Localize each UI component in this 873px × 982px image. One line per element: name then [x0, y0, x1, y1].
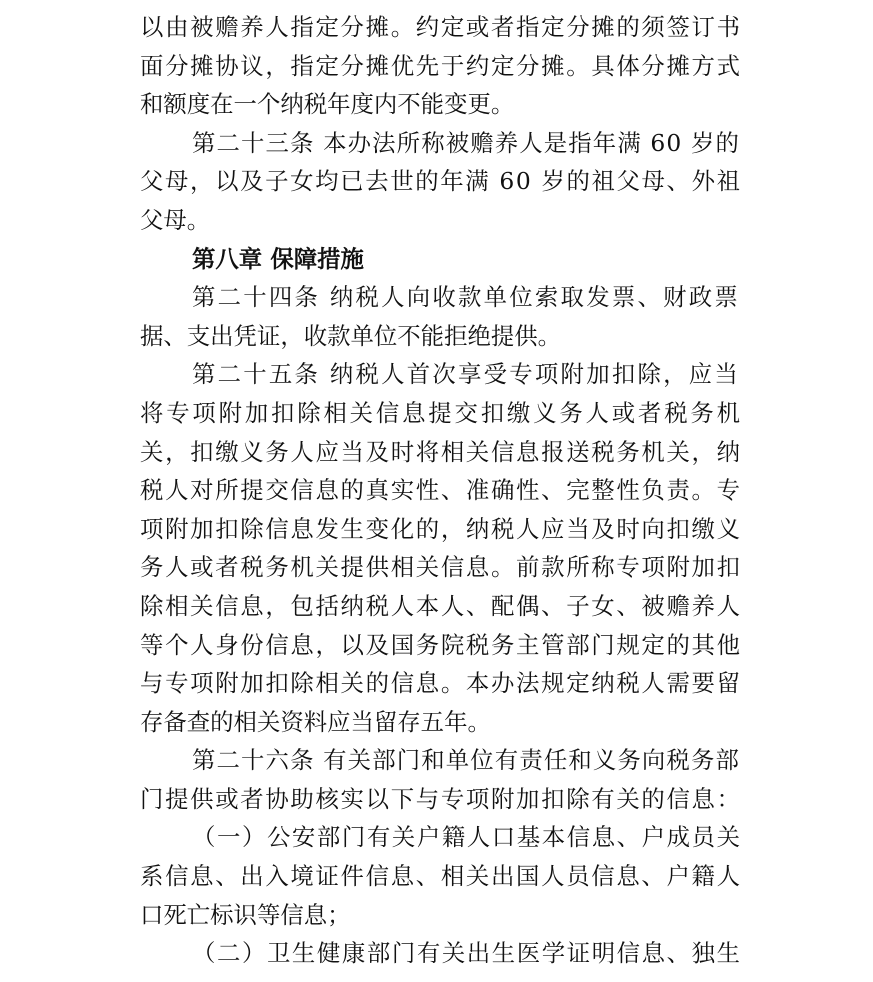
- text-line: 存备查的相关资料应当留存五年。: [140, 707, 491, 736]
- text-line: 面分摊协议，指定分摊优先于约定分摊。具体分摊方式: [140, 51, 742, 80]
- text-line: 以由被赡养人指定分摊。约定或者指定分摊的须签订书: [140, 13, 742, 41]
- text-line: （二）卫生健康部门有关出生医学证明信息、独生: [192, 939, 742, 968]
- text-line: 第二十三条 本办法所称被赡养人是指年满 60 岁的: [192, 128, 740, 157]
- text-line: 将专项附加扣除相关信息提交扣缴义务人或者税务机: [140, 398, 743, 427]
- text-line: 父母，以及子女均已去世的年满 60 岁的祖父母、外祖: [140, 167, 742, 196]
- text-line: （一）公安部门有关户籍人口基本信息、户成员关: [192, 823, 742, 852]
- text-line: 除相关信息，包括纳税人本人、配偶、子女、被赡养人: [140, 591, 742, 620]
- text-line: 税人对所提交信息的真实性、准确性、完整性负责。专: [140, 476, 742, 505]
- text-line: 口死亡标识等信息；: [140, 900, 351, 929]
- document-page: [140, 8, 743, 973]
- text-line: 与专项附加扣除相关的信息。本办法规定纳税人需要留: [140, 669, 742, 698]
- text-line: 门提供或者协助核实以下与专项附加扣除有关的信息：: [140, 784, 742, 813]
- chapter-heading: 第八章 保障措施: [192, 244, 364, 273]
- text-line: 第二十五条 纳税人首次享受专项附加扣除，应当: [192, 360, 740, 389]
- text-line: 第二十四条 纳税人向收款单位索取发票、财政票: [192, 283, 740, 312]
- text-line: 等个人身份信息，以及国务院税务主管部门规定的其他: [140, 630, 742, 659]
- text-line: 第二十六条 有关部门和单位有责任和义务向税务部: [192, 746, 740, 775]
- text-line: 据、支出凭证，收款单位不能拒绝提供。: [140, 321, 562, 350]
- text-line: 关，扣缴义务人应当及时将相关信息报送税务机关，纳: [140, 437, 742, 466]
- text-line: 务人或者税务机关提供相关信息。前款所称专项附加扣: [140, 553, 742, 582]
- text-line: 父母。: [140, 205, 211, 234]
- text-line: 项附加扣除信息发生变化的，纳税人应当及时向扣缴义: [140, 514, 742, 543]
- text-line: 和额度在一个纳税年度内不能变更。: [140, 90, 515, 119]
- text-line: 系信息、出入境证件信息、相关出国人员信息、户籍人: [140, 862, 742, 891]
